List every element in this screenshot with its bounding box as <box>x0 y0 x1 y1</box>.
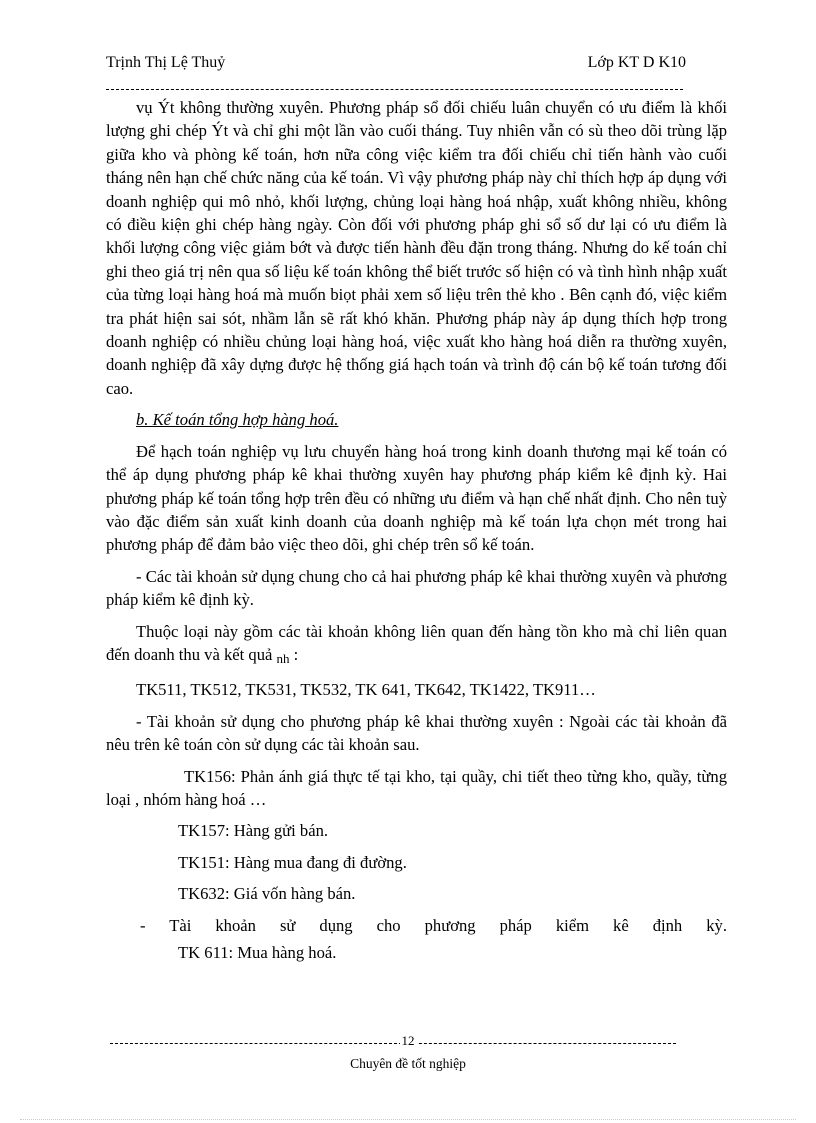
page-number-text: 12 <box>401 1033 415 1048</box>
account-tk151: TK151: Hàng mua đang đi đường. <box>178 852 407 872</box>
paragraph-common-accounts: - Các tài khoản sử dụng chung cho cả hai phương pháp kê khai thường xuyên và phương pháp kiểm kê định kỳ. <box>106 566 727 610</box>
account-tk156: TK156: Phản ánh giá thực tế tại kho, tại quầy, chi tiết theo từng kho, quầy, từng loại , nhóm hàng hoá … <box>106 766 727 809</box>
account-type-subscript: nh <box>276 650 290 666</box>
account-tk611: TK 611: Mua hàng hoá. <box>178 943 337 962</box>
section-heading-b: b. Kế toán tổng hợp hàng hoá. <box>136 410 339 430</box>
paragraph-periodic-accounts: - Tài khoản sử dụng cho phương pháp kiểm kê định kỳ. <box>140 915 727 935</box>
author-name: Trịnh Thị Lệ Thuỷ <box>106 54 226 71</box>
footer-caption: Chuyên đề tốt nghiệp <box>350 1056 466 1071</box>
paragraph-account-type <box>106 620 727 671</box>
paragraph-perpetual-accounts: - Tài khoản sử dụng cho phương pháp kê khai thường xuyên : Ngoài các tài khoản đã nêu trên kê toán còn sử dụng các tài khoản sau. <box>106 711 727 755</box>
account-type-colon: : <box>289 644 299 664</box>
header-divider <box>106 89 683 90</box>
page-header <box>106 54 686 76</box>
class-name: Lớp KT D K10 <box>587 54 686 71</box>
account-tk157: TK157: Hàng gửi bán. <box>178 821 329 841</box>
account-list: TK511, TK512, TK531, TK532, TK 641, TK642, TK1422, TK911… <box>136 680 596 700</box>
paragraph-methods: Để hạch toán nghiệp vụ lưu chuyển hàng hoá trong kinh doanh thương mại kế toán có thể áp dụng phương pháp kê khai thường xuyên hay phương pháp kiểm kê định kỳ. Hai phương pháp kế toán tổng hợp trên đều có những ưu điểm và hạn chế nhất định. Cho nên tuỳ vào đặc điểm sản xuất kinh doanh của doanh nghiệp mà kế toán lựa chọn mét trong hai phương pháp để đảm bảo việc theo dõi, ghi chép trên sổ kế toán. <box>106 441 727 555</box>
account-type-text: Thuộc loại này gồm các tài khoản không liên quan đến hàng tồn kho mà chỉ liên quan đến doanh thu và kết quả <box>106 621 727 664</box>
page-bottom-border <box>20 1119 796 1120</box>
account-tk632: TK632: Giá vốn hàng bán. <box>178 884 356 904</box>
paragraph-comparison: vụ Ýt không thường xuyên. Phương pháp sổ đối chiếu luân chuyển có ưu điểm là khối lượng ghi chép Ýt và chỉ ghi một lần vào cuối tháng. Tuy nhiên vẫn có sù theo dõi trùng lặp giữa kho và phòng kế toán, hơn nữa công việc kiểm tra đối chiếu chỉ tiến hành vào cuối tháng nên hạn chế chức năng của kế toán. Vì vậy phương pháp này chỉ thích hợp áp dụng với doanh nghiệp qui mô nhỏ, khối lượng, chủng loại hàng hoá nhập, xuất không nhiều, không có điều kiện ghi chép hàng ngày. Còn đối với phương pháp ghi sổ số dư lại có ưu điểm là khối lượng công việc giảm bớt và được tiến hành đều đặn trong tháng. Nhưng do kế toán chỉ ghi theo giá trị nên qua số liệu kế toán không thể biết trước số hiện có và tình hình nhập xuất của từng loại hàng hoá mà muốn biọt phải xem số liệu trên thẻ kho . Bên cạnh đó, việc kiểm tra phát hiện sai sót, nhầm lẫn sẽ rất khó khăn. Phương pháp này áp dụng thích hợp trong doanh nghiệp có nhiều chủng loại hàng hoá, việc xuất kho hàng hoá diễn ra thường xuyên, doanh nghiệp đã xây dựng được hệ thống giá hạch toán và trình độ cán bộ kế toán tương đối cao. <box>106 98 727 398</box>
document-body <box>106 96 727 964</box>
page-number <box>0 1033 816 1049</box>
